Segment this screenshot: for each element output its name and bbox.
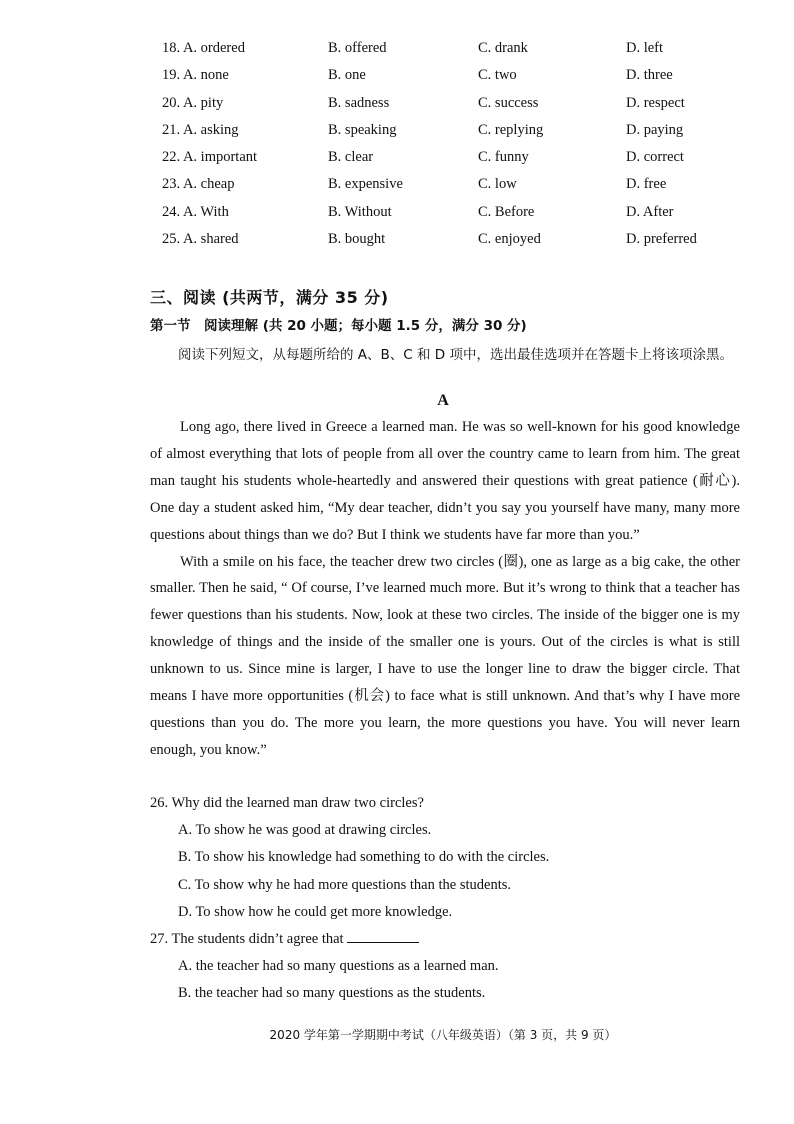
question-26-stem: 26. Why did the learned man draw two circles? [150,795,424,811]
questions [150,790,740,1008]
passage-letter: A [437,392,449,409]
option-b: B. offered [328,40,387,56]
question-26-option-a: A. To show he was good at drawing circles. [178,822,432,839]
option-c: C. Before [478,203,535,220]
options-table [162,40,762,258]
question-27-stem [150,926,740,953]
option-a: 25. A. shared [162,231,239,248]
option-b: B. expensive [328,176,403,193]
option-c: C. replying [478,121,544,138]
option-a: 22. A. important [162,149,258,166]
option-b: B. clear [328,149,374,166]
question-27-option-a: A. the teacher had so many questions as a learned man. [178,958,499,975]
option-d: D. After [626,203,674,220]
option-a: 20. A. pity [162,94,224,111]
section-title: 三、阅读 (共两节，满分 35 分) [150,288,389,307]
option-a: 21. A. asking [162,121,239,138]
option-a: 23. A. cheap [162,176,235,193]
reading-passage [150,414,740,764]
passage-paragraph: With a smile on his face, the teacher drew two circles (圈), one as large as a big cake, the other smaller. Then he said, “ Of course, I’ve learned much more. But it’s wrong to think that a teacher has fewer questions than his students. Now, look at these two circles. The inside of the bigger one is my knowledge of things and the inside of the smaller one is yours. Out of the circles is what is still unknown to us. Since mine is larger, I have to use the longer line to draw the bigger circle. That means I have more opportunities (机会) to face what is still unknown. And that’s why I have more questions than you do. The more you learn, the more questions you have. You will never learn enough, you know.” [150,553,740,758]
option-row-21 [162,122,762,149]
question-26-option-c: C. To show why he had more questions than the students. [178,876,511,893]
option-d: D. correct [626,149,684,166]
option-d: D. left [626,40,664,56]
option-d: D. free [626,176,667,193]
option-row-22 [162,149,762,176]
option-c: C. success [478,94,539,111]
passage-paragraph: Long ago, there lived in Greece a learned man. He was so well-known for his good knowledge of almost everything that lots of people from all over the country came to learn from him. The great man taught his students whole-heartedly and answered their questions with great patience (耐心). One day a student asked him, “My dear teacher, didn’t you say you yourself have many, many more questions about things than we do? But I think we students have far more than you.” [150,419,740,543]
option-c: C. two [478,67,517,84]
answer-blank [347,928,419,943]
option-b: B. one [328,67,366,84]
option-b: B. bought [328,231,386,248]
question-26-option-b: B. To show his knowledge had something to do with the circles. [178,849,550,866]
option-d: D. three [626,67,673,84]
option-row-25 [162,231,762,258]
option-d: D. preferred [626,231,697,248]
option-row-19 [162,67,762,94]
instructions: 阅读下列短文，从每题所给的 A、B、C 和 D 项中，选出最佳选项并在答题卡上将该项涂黑。 [178,347,733,363]
option-d: D. respect [626,94,685,111]
option-row-18 [162,40,762,67]
question-27-stem-text: 27. The students didn’t agree that [150,931,344,948]
question-27-option-b: B. the teacher had so many questions as the students. [178,985,486,1002]
option-b: B. Without [328,203,392,220]
option-a: 18. A. ordered [162,40,245,56]
option-d: D. paying [626,121,684,138]
option-row-23 [162,176,762,203]
question-26-option-d: D. To show how he could get more knowledge. [178,903,453,920]
option-row-24 [162,204,762,231]
option-a: 24. A. With [162,203,229,220]
page-footer: 2020 学年第一学期期中考试（八年级英语）（第 3 页，共 9 页） [269,1028,617,1042]
option-c: C. low [478,176,517,193]
option-c: C. drank [478,40,528,56]
option-row-20 [162,95,762,122]
subsection-title: 第一节 阅读理解 (共 20 小题；每小题 1.5 分，满分 30 分) [150,318,527,334]
option-b: B. speaking [328,121,397,138]
option-c: C. enjoyed [478,231,541,248]
option-b: B. sadness [328,94,390,111]
option-a: 19. A. none [162,67,229,84]
option-c: C. funny [478,149,529,166]
